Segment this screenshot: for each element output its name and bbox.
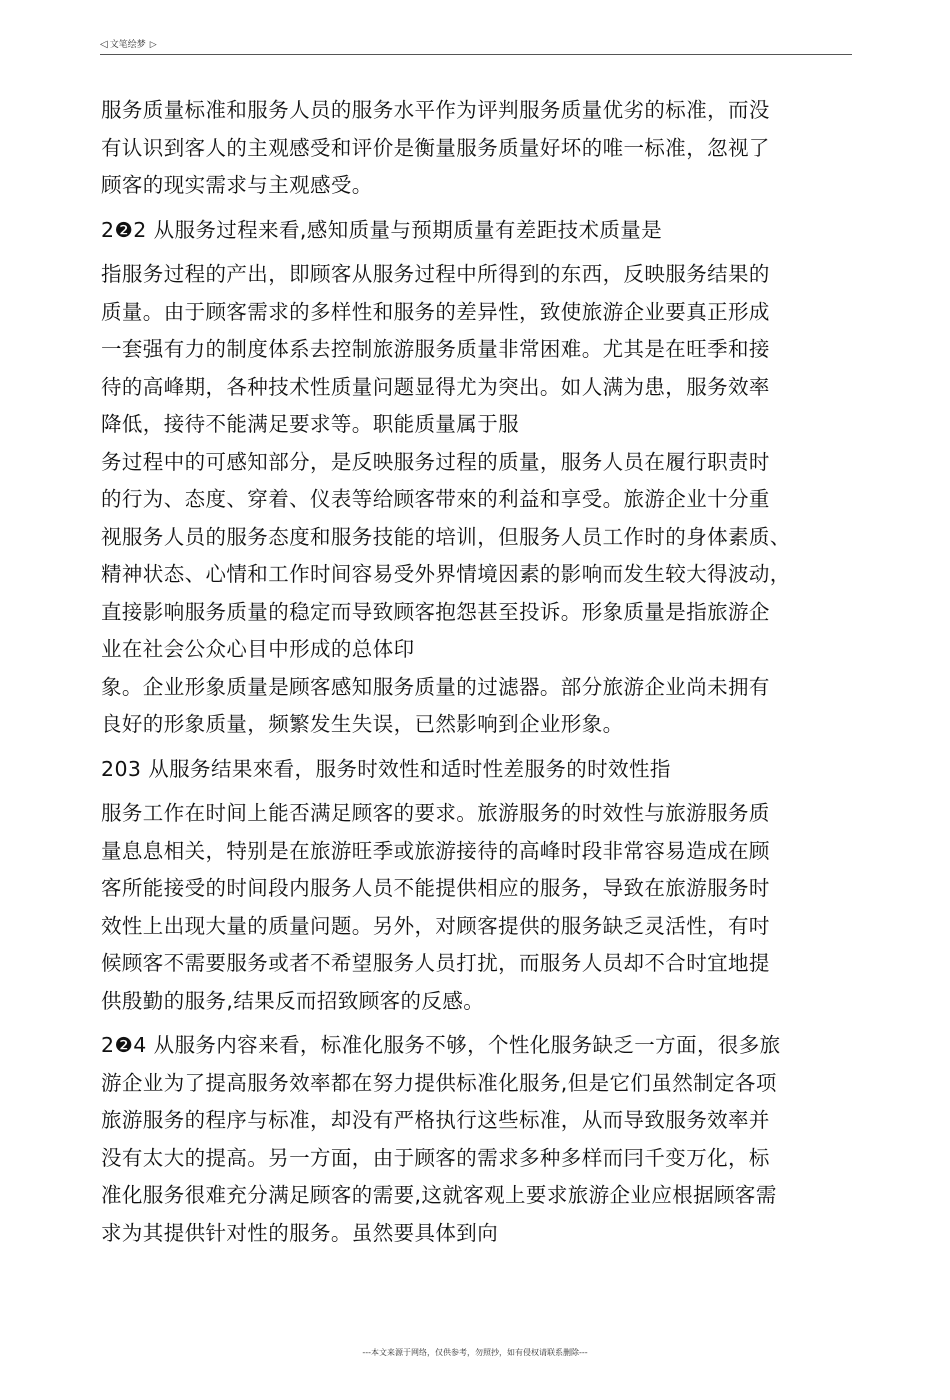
text-line: 游企业为了提高服务效率都在努力提供标准化服务,但是它们虽然制定各项 — [101, 1070, 777, 1095]
text-line: 客所能接受的时间段内服务人员不能提供相应的服务，导致在旅游服务时 — [101, 876, 770, 900]
text-line: 视服务人员的服务态度和服务技能的培训，但服务人员工作时的身体素质、 — [101, 524, 791, 549]
text-line: 没有太大的提高。另一方面，由于顾客的需求多种多样而冃千变万化，标 — [101, 1145, 770, 1170]
text-line: 良好的形象质量，频繁发生失误，已然影响到企业形象。 — [101, 712, 624, 736]
text-line: 降低，接待不能满足要求等。职能质量属于服 — [101, 412, 519, 436]
text-line: 候顾客不需要服务或者不希望服务人员打扰，而服务人员却不合时宜地提 — [101, 951, 770, 975]
text-line: 量息息相关，特别是在旅游旺季或旅游接待的高峰时段非常容易造成在顾 — [101, 838, 770, 863]
text-line: 象。企业形象质量是顾客感知服务质量的过滤器。部分旅游企业尚未拥有 — [101, 674, 770, 699]
text-line: 指服务过程的产出，即顾客从服务过程中所得到的东西，反映服务结果的 — [101, 262, 770, 286]
section-heading: 2❷4 从服务内容来看，标准化服务不够，个性化服务缺乏一方面，很多旅 — [101, 1033, 781, 1057]
text-line: 供殷勤的服务,结果反而招致顾客的反感。 — [101, 988, 485, 1013]
text-line: 顾客的现实需求与主观感受。 — [101, 173, 373, 197]
page-header — [100, 38, 852, 55]
text-line: 的行为、态度、穿着、仪表等给顾客带來的利益和享受。旅游企业十分重 — [101, 487, 770, 511]
header-title: 文笔绘梦 — [109, 40, 146, 50]
text-line: 准化服务很难充分满足顾客的需要,这就客观上要求旅游企业应根据顾客需 — [101, 1183, 777, 1207]
text-line: 效性上出现大量的质量问题。另外，对顾客提供的服务缺乏灵活性，有吋 — [101, 913, 770, 938]
text-line: 服务工作在时间上能否满足顾客的要求。旅游服务的时效性与旅游服务质 — [101, 801, 770, 825]
text-line: 旅游服务的程序与标准，却没有严格执行这些标准，从而导致服务效率并 — [101, 1108, 770, 1132]
text-line: 直接影响服务质量的稳定而导致顾客抱怨甚至投诉。形象质量是指旅游企 — [101, 599, 770, 624]
text-line: 务过程中的可感知部分，是反映服务过程的质量，服务人员在履行职责时 — [101, 449, 770, 474]
text-line: 待的高峰期，各种技术性质量问题显得尤为突出。如人满为患，服务效率 — [101, 374, 770, 399]
document-body — [101, 92, 861, 1252]
triangle-left-icon: ◁ — [100, 39, 108, 50]
text-line: 业在社会公众心目中形成的总体印 — [101, 637, 415, 661]
text-line: 有认识到客人的主观感受和评价是衡量服务质量好坏的唯一标准，忽视了 — [101, 135, 770, 160]
text-line: 求为其提供针对性的服务。虽然要具体到向 — [101, 1220, 499, 1245]
text-line: 精神状态、心情和工作时间容易受外界情境因素的影响而发生较大得波动， — [101, 562, 791, 586]
section-heading: 2❷2 从服务过程来看,感知质量与预期质量有差距技术质量是 — [101, 217, 663, 242]
text-line: 一套强有力的制度体系去控制旅游服务质量非常困难。尤其是在旺季和接 — [101, 337, 770, 361]
section-heading: 203 从服务结果來看，服务时效性和适时性差服务的时效性指 — [101, 756, 671, 781]
page-footer: ---本文来源于网络，仅供参考，勿照抄，如有侵权请联系删除--- — [362, 1348, 588, 1357]
text-line: 服务质量标准和服务人员的服务水平作为评判服务质量优劣的标准，而没 — [101, 98, 770, 122]
text-line: 质量。由于顾客需求的多样性和服务的差异性，致使旅游企业要真正形成 — [101, 299, 770, 324]
triangle-right-icon: ▷ — [149, 40, 157, 50]
